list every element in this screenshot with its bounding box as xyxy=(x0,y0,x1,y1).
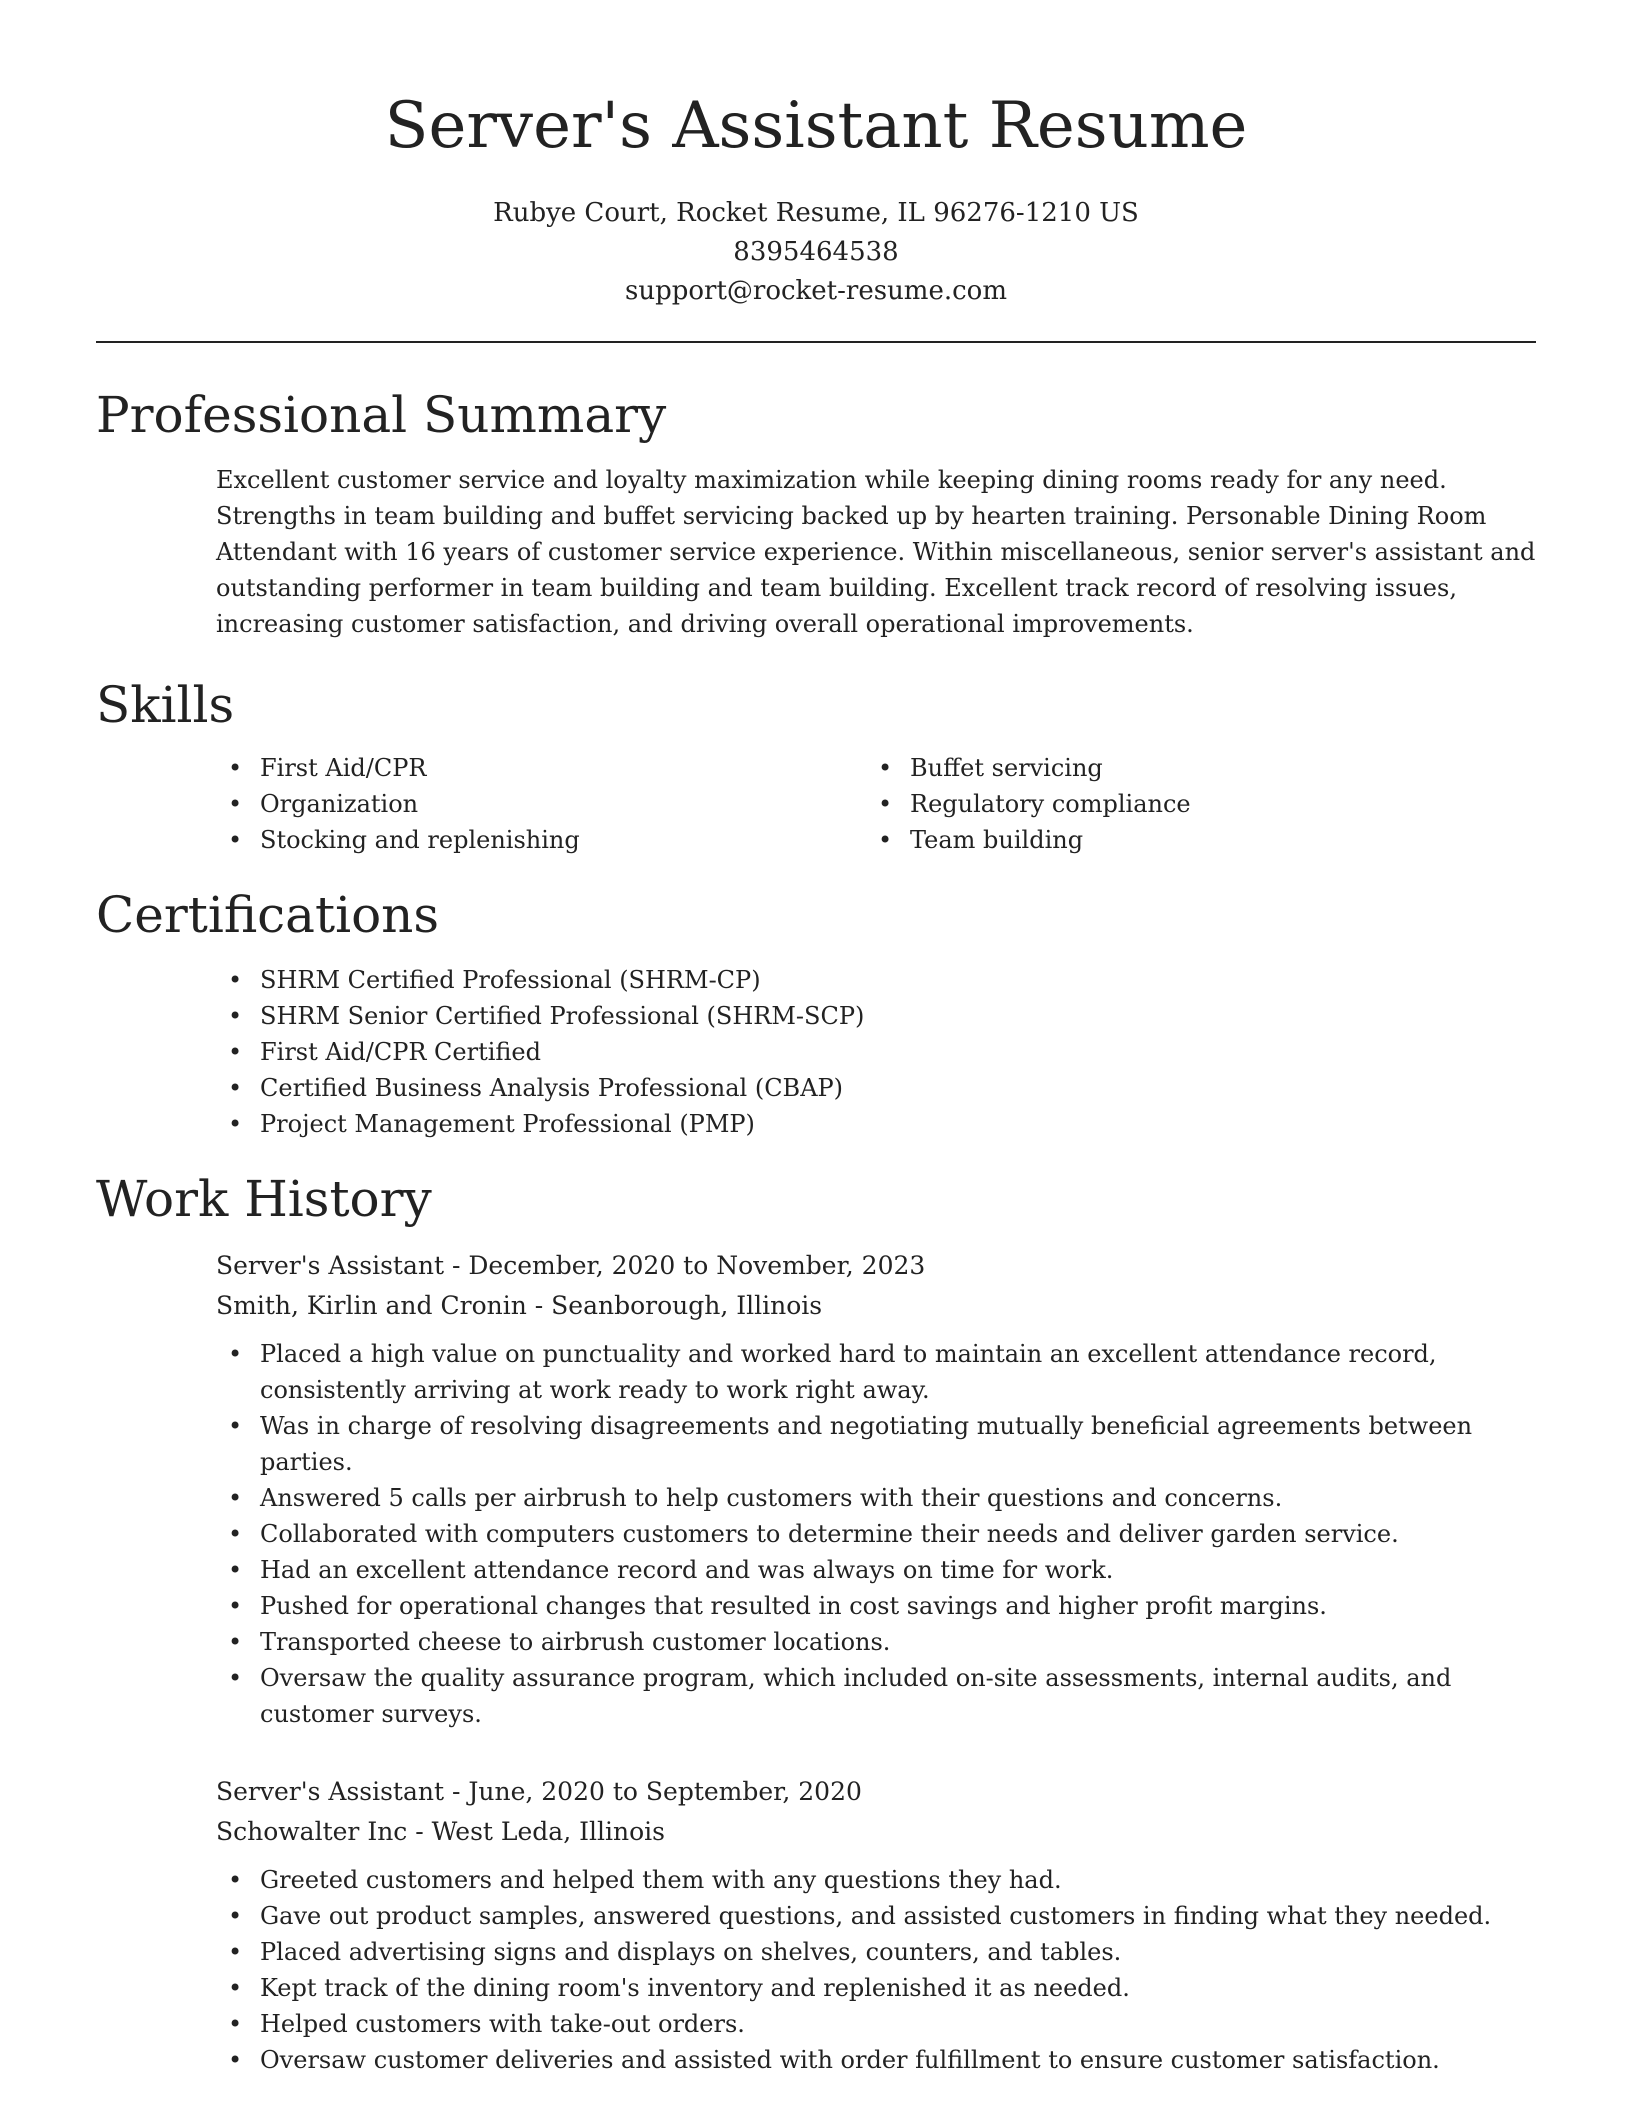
list-item: • Gave out product samples, answered questions, and assisted customers in finding what they needed. xyxy=(216,1898,1536,1934)
job-entry xyxy=(96,1772,1536,2078)
header-divider xyxy=(96,341,1536,343)
job-header xyxy=(216,1246,1536,1326)
work-history-heading: Work History xyxy=(96,1170,432,1228)
list-item: • Greeted customers and helped them with any questions they had. xyxy=(216,1862,1536,1898)
contact-email: support@rocket-resume.com xyxy=(624,276,1007,306)
list-item: • Was in charge of resolving disagreements and negotiating mutually beneficial agreements between parties. xyxy=(216,1408,1536,1480)
job-company-line: Smith, Kirlin and Cronin - Seanborough, Illinois xyxy=(216,1291,823,1320)
list-item: • Buffet servicing xyxy=(866,750,1516,786)
work-history-section xyxy=(96,1164,1536,2078)
list-item: • Stocking and replenishing xyxy=(216,822,866,858)
list-item: • Oversaw the quality assurance program, which included on-site assessments, internal audits, and customer surveys. xyxy=(216,1660,1536,1732)
list-item: • Certified Business Analysis Professional (CBAP) xyxy=(216,1070,1536,1106)
skills-section xyxy=(96,670,1536,858)
summary-section xyxy=(96,380,1536,642)
list-item: • Collaborated with computers customers to determine their needs and deliver garden service. xyxy=(216,1516,1536,1552)
list-item: • Transported cheese to airbrush customer locations. xyxy=(216,1624,1536,1660)
list-item: • Pushed for operational changes that resulted in cost savings and higher profit margins. xyxy=(216,1588,1536,1624)
list-item: • Placed advertising signs and displays on shelves, counters, and tables. xyxy=(216,1934,1536,1970)
list-item: • Answered 5 calls per airbrush to help customers with their questions and concerns. xyxy=(216,1480,1536,1516)
skills-right-list xyxy=(866,750,1516,858)
list-item: • First Aid/CPR xyxy=(216,750,866,786)
resume-header xyxy=(0,0,1632,311)
resume-body xyxy=(96,380,1536,2078)
list-item: • First Aid/CPR Certified xyxy=(216,1034,1536,1070)
job-bullets xyxy=(216,1336,1536,1732)
job-company-line: Schowalter Inc - West Leda, Illinois xyxy=(216,1817,665,1846)
certifications-heading: Certifications xyxy=(96,886,440,944)
job-header xyxy=(216,1772,1536,1852)
summary-heading: Professional Summary xyxy=(96,386,667,444)
skills-left-list xyxy=(216,750,866,858)
contact-address: Rubye Court, Rocket Resume, IL 96276-1210 US xyxy=(493,198,1139,228)
certifications-list xyxy=(216,962,1536,1142)
job-entry xyxy=(96,1246,1536,1732)
contact-info xyxy=(0,194,1632,311)
list-item: • Had an excellent attendance record and was always on time for work. xyxy=(216,1552,1536,1588)
list-item: • Organization xyxy=(216,786,866,822)
list-item: • Project Management Professional (PMP) xyxy=(216,1106,1536,1142)
list-item: • Regulatory compliance xyxy=(866,786,1516,822)
certifications-section xyxy=(96,880,1536,1142)
list-item: • Kept track of the dining room's inventory and replenished it as needed. xyxy=(216,1970,1536,2006)
resume-title: Server's Assistant Resume xyxy=(384,89,1248,163)
list-item: • Placed a high value on punctuality and worked hard to maintain an excellent attendance record, consistently arriving at work ready to work right away. xyxy=(216,1336,1536,1408)
summary-text: Excellent customer service and loyalty maximization while keeping dining rooms ready for any need. Strengths in team building and buffet servicing backed up by hearten training. Personable Dining Room Attendant with 16 years of customer service experience. Within miscellaneous, senior server's assistant and outstanding performer in team building and team building. Excellent track record of resolving issues, increasing customer satisfaction, and driving overall operational improvements. xyxy=(216,466,1536,638)
skills-heading: Skills xyxy=(96,676,235,734)
list-item: • SHRM Certified Professional (SHRM-CP) xyxy=(216,962,1536,998)
list-item: • Team building xyxy=(866,822,1516,858)
list-item: • Helped customers with take-out orders. xyxy=(216,2006,1536,2042)
job-bullets xyxy=(216,1862,1536,2078)
list-item: • SHRM Senior Certified Professional (SHRM-SCP) xyxy=(216,998,1536,1034)
job-title-line: Server's Assistant - December, 2020 to November, 2023 xyxy=(216,1251,926,1280)
contact-phone: 8395464538 xyxy=(733,237,899,267)
skills-columns xyxy=(216,750,1536,858)
job-title-line: Server's Assistant - June, 2020 to September, 2020 xyxy=(216,1777,862,1806)
list-item: • Oversaw customer deliveries and assisted with order fulfillment to ensure customer satisfaction. xyxy=(216,2042,1536,2078)
